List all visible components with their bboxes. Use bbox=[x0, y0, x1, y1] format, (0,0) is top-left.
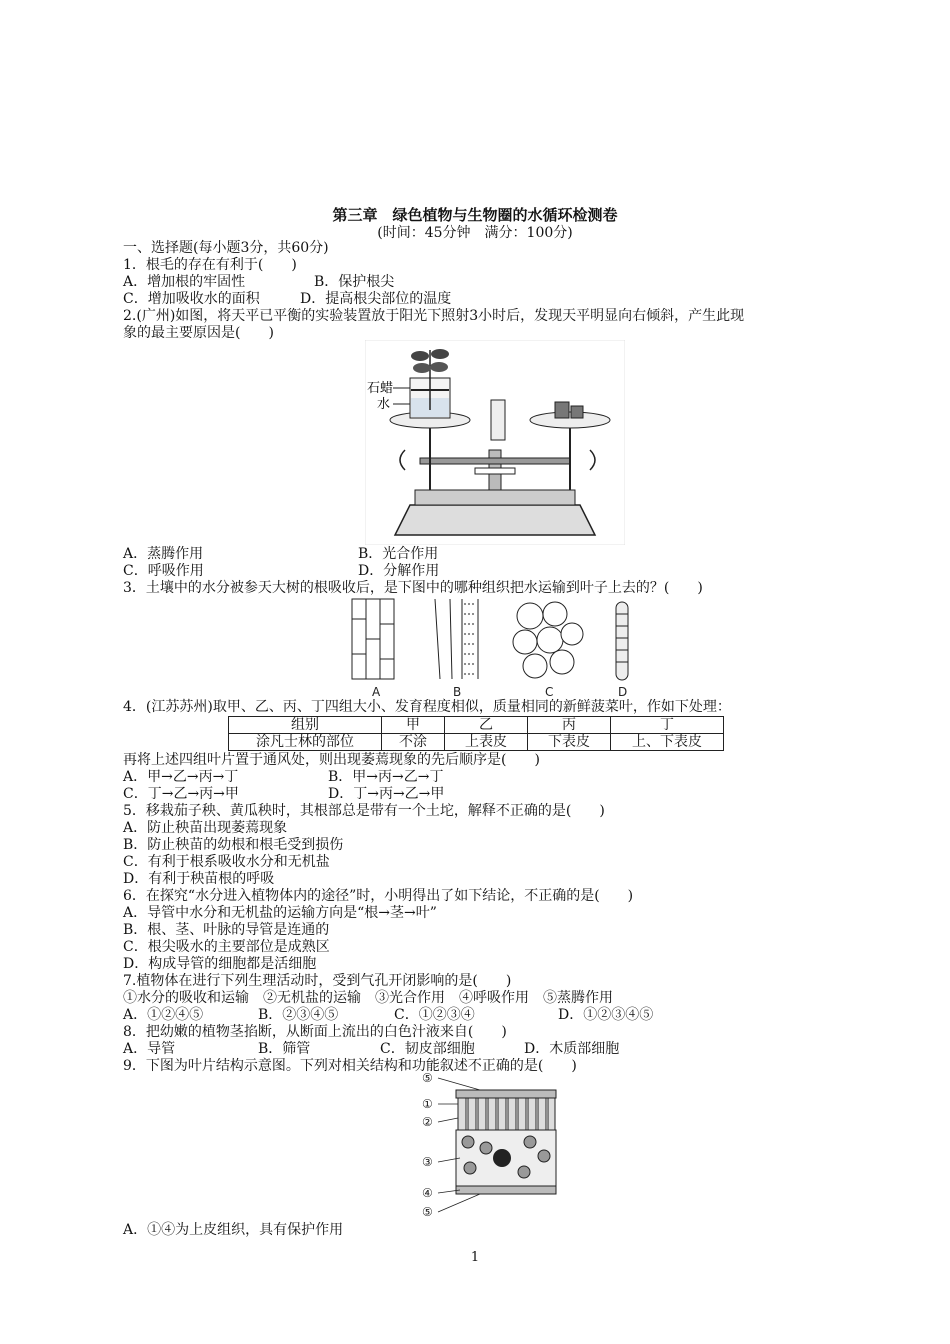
q9-option-a: A．①④为上皮组织，具有保护作用 bbox=[123, 1222, 344, 1238]
leaf bbox=[431, 349, 449, 359]
page-subtitle: (时间：45分钟 满分：100分) bbox=[377, 225, 573, 241]
q8-option-c: C．韧皮部细胞 bbox=[380, 1041, 475, 1057]
tissue-label-c: C bbox=[545, 685, 554, 699]
leaf-label: ⑤ bbox=[422, 1072, 433, 1085]
table-cell: 下表皮 bbox=[528, 734, 611, 751]
leaf-label: ⑤ bbox=[422, 1205, 433, 1219]
q8-option-a: A．导管 bbox=[123, 1041, 176, 1057]
leaf bbox=[411, 351, 429, 361]
q7-items: ①水分的吸收和运输 ②无机盐的运输 ③光合作用 ④呼吸作用 ⑤蒸腾作用 bbox=[123, 990, 613, 1006]
page-number: 1 bbox=[470, 1250, 480, 1265]
table-cell: 涂凡士林的部位 bbox=[229, 734, 382, 751]
q5-option-d: D．有利于秧苗根的呼吸 bbox=[123, 871, 275, 887]
tissue-label-b: B bbox=[453, 685, 462, 699]
leaf-label: ② bbox=[422, 1115, 433, 1129]
table-header-cell: 甲 bbox=[382, 717, 445, 734]
table-cell: 不涂 bbox=[382, 734, 445, 751]
label-wax: 石蜡 bbox=[367, 381, 394, 396]
q1-option-a: A．增加根的牢固性 bbox=[123, 274, 246, 290]
q4-option-a: A．甲→乙→丙→丁 bbox=[123, 769, 239, 785]
q4-option-b: B．甲→丙→乙→丁 bbox=[328, 769, 444, 785]
q2-stem-line1: 2.(广州)如图，将天平已平衡的实验装置放于阳光下照射3小时后，发现天平明显向右倾斜，产生此现 bbox=[123, 308, 745, 324]
q7-option-d: D．①②③④⑤ bbox=[558, 1007, 654, 1023]
q1-stem: 1．根毛的存在有利于( ) bbox=[123, 257, 297, 273]
q4-option-d: D．丁→丙→乙→甲 bbox=[328, 786, 445, 802]
leaf-label: ④ bbox=[422, 1186, 433, 1200]
q3-stem: 3．土壤中的水分被参天大树的根吸收后，是下图中的哪种组织把水运输到叶子上去的？( ) bbox=[123, 580, 703, 596]
q2-option-c: C．呼吸作用 bbox=[123, 563, 204, 579]
q7-option-b: B．②③④⑤ bbox=[258, 1007, 339, 1023]
page-title: 第三章 绿色植物与生物圈的水循环检测卷 bbox=[332, 206, 618, 224]
section-heading: 一、选择题(每小题3分，共60分) bbox=[123, 240, 329, 256]
q8-option-b: B．筛管 bbox=[258, 1041, 311, 1057]
q7-option-c: C．①②③④ bbox=[394, 1007, 475, 1023]
q4-option-c: C．丁→乙→丙→甲 bbox=[123, 786, 239, 802]
q7-option-a: A．①②④⑤ bbox=[123, 1007, 204, 1023]
vein bbox=[493, 1149, 511, 1167]
q6-option-d: D．构成导管的细胞都是活细胞 bbox=[123, 956, 317, 972]
q2-stem-line2: 象的最主要原因是( ) bbox=[123, 325, 274, 341]
weight bbox=[571, 406, 583, 418]
q1-option-b: B．保护根尖 bbox=[314, 274, 395, 290]
tissue-b bbox=[435, 599, 478, 679]
q1-option-d: D．提高根尖部位的温度 bbox=[300, 291, 452, 307]
q2-option-b: B．光合作用 bbox=[358, 546, 439, 562]
q6-option-c: C．根尖吸水的主要部位是成熟区 bbox=[123, 939, 330, 955]
q6-option-a: A．导管中水分和无机盐的运输方向是“根→茎→叶” bbox=[123, 905, 437, 921]
tissue-a bbox=[352, 599, 394, 679]
balance-plinth bbox=[415, 490, 575, 505]
q7-stem: 7.植物体在进行下列生理活动时，受到气孔开闭影响的是( ) bbox=[123, 973, 512, 989]
leaf-structure-figure bbox=[420, 1072, 568, 1220]
table-header-cell: 丁 bbox=[611, 717, 724, 734]
leaf bbox=[430, 362, 448, 372]
q5-option-c: C．有利于根系吸收水分和无机盐 bbox=[123, 854, 330, 870]
flask bbox=[491, 400, 505, 440]
tissue-c bbox=[513, 602, 583, 678]
q6-stem: 6．在探究“水分进入植物体内的途径”时，小明得出了如下结论，不正确的是( ) bbox=[123, 888, 634, 904]
palisade-layer bbox=[458, 1098, 555, 1130]
table-row bbox=[229, 717, 724, 734]
q2-option-d: D．分解作用 bbox=[358, 563, 440, 579]
tissue-label-a: A bbox=[372, 685, 381, 699]
tissue-d bbox=[616, 602, 628, 680]
upper-epidermis bbox=[456, 1090, 556, 1098]
q4-table bbox=[228, 716, 724, 751]
lower-epidermis bbox=[456, 1186, 556, 1194]
label-water: 水 bbox=[377, 397, 391, 412]
table-header-cell: 组别 bbox=[229, 717, 382, 734]
q8-option-d: D．木质部细胞 bbox=[524, 1041, 620, 1057]
table-header-cell: 丙 bbox=[528, 717, 611, 734]
tissue-types-figure bbox=[340, 594, 635, 699]
weight bbox=[555, 402, 569, 418]
q5-stem: 5．移栽茄子秧、黄瓜秧时，其根部总是带有一个土坨，解释不正确的是( ) bbox=[123, 803, 605, 819]
leaf bbox=[413, 363, 431, 373]
q9-stem: 9．下图为叶片结构示意图。下列对相关结构和功能叙述不正确的是( ) bbox=[123, 1058, 577, 1074]
table-header-cell: 乙 bbox=[445, 717, 528, 734]
balance-beam bbox=[420, 458, 570, 464]
q1-option-c: C．增加吸收水的面积 bbox=[123, 291, 260, 307]
q8-stem: 8．把幼嫩的植物茎掐断，从断面上流出的白色汁液来自( ) bbox=[123, 1024, 507, 1040]
q4-stem-2: 再将上述四组叶片置于通风处，则出现萎蔫现象的先后顺序是( ) bbox=[123, 752, 540, 768]
q6-option-b: B．根、茎、叶脉的导管是连通的 bbox=[123, 922, 330, 938]
q5-option-a: A．防止秧苗出现萎蔫现象 bbox=[123, 820, 288, 836]
balance-experiment-figure bbox=[365, 340, 625, 545]
leaf-label: ③ bbox=[422, 1155, 433, 1169]
q5-option-b: B．防止秧苗的幼根和根毛受到损伤 bbox=[123, 837, 344, 853]
leaf-label: ① bbox=[422, 1097, 433, 1111]
q4-stem: 4．(江苏苏州)取甲、乙、丙、丁四组大小、发育程度相似，质量相同的新鲜菠菜叶，作如下处理： bbox=[123, 699, 731, 715]
right-pan bbox=[530, 412, 610, 428]
table-row bbox=[229, 734, 724, 751]
q2-option-a: A．蒸腾作用 bbox=[123, 546, 204, 562]
table-cell: 上、下表皮 bbox=[611, 734, 724, 751]
table-cell: 上表皮 bbox=[445, 734, 528, 751]
tissue-label-d: D bbox=[618, 685, 628, 699]
balance-base bbox=[395, 505, 595, 535]
